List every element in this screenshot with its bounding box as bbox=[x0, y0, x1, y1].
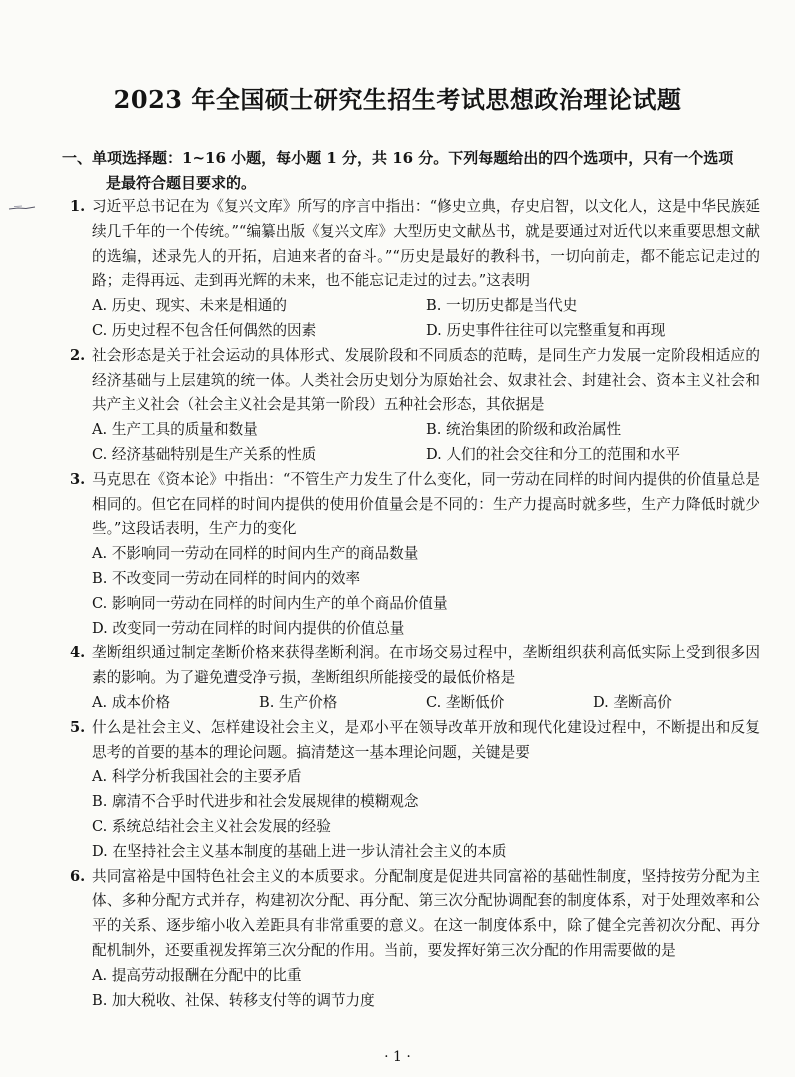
margin-pen-mark bbox=[8, 205, 36, 211]
option-c: C. 影响同一劳动在同样的时间内生产的单个商品价值量 bbox=[92, 594, 448, 612]
option-b: B. 统治集团的阶级和政治属性 bbox=[426, 421, 622, 439]
options bbox=[70, 765, 760, 864]
option-a: A. 不影响同一劳动在同样的时间内生产的商品数量 bbox=[92, 545, 419, 563]
exam-title: 2023 年全国硕士研究生招生考试思想政治理论试题 bbox=[113, 85, 682, 114]
question-2 bbox=[70, 344, 760, 468]
option-a: A. 成本价格 bbox=[92, 693, 171, 711]
option-b: B. 加大税收、社保、转移支付等的调节力度 bbox=[92, 991, 375, 1009]
option-b: B. 不改变同一劳动在同样的时间内的效率 bbox=[92, 569, 361, 587]
options bbox=[70, 542, 760, 641]
question-stem: 习近平总书记在为《复兴文库》所写的序言中指出：“修史立典，存史启智，以文化人，这是中华民族延续几千年的一个传统。”“编纂出版《复兴文库》大型历史文献丛书，就是要通过对近代以来重要思想文献的选编，述录先人的开拓，启迪来者的奋斗。”“历史是最好的教科书，一切向前走，都不能忘记走过的路；走得再远、走到再光辉的未来，也不能忘记走过的过去。”这表明 bbox=[92, 198, 760, 290]
question-5 bbox=[70, 716, 760, 865]
question-1 bbox=[70, 195, 760, 344]
option-c: C. 历史过程不包含任何偶然的因素 bbox=[92, 321, 317, 339]
section-heading-line1: 一、单项选择题：1~16 小题，每小题 1 分，共 16 分。下列每题给出的四个选项中，只有一个选项 bbox=[62, 149, 734, 167]
option-d: D. 历史事件往往可以完整重复和再现 bbox=[426, 321, 666, 339]
option-b: B. 生产价格 bbox=[259, 693, 338, 711]
options bbox=[70, 691, 760, 716]
option-c: C. 系统总结社会主义社会发展的经验 bbox=[92, 817, 331, 835]
option-d: D. 改变同一劳动在同样的时间内提供的价值总量 bbox=[92, 619, 405, 637]
question-number: 2. bbox=[70, 346, 86, 364]
page-number: · 1 · bbox=[384, 1049, 411, 1065]
option-b: B. 一切历史都是当代史 bbox=[426, 297, 578, 315]
question-number: 5. bbox=[70, 718, 86, 736]
question-number: 1. bbox=[70, 198, 86, 215]
question-number: 3. bbox=[70, 470, 86, 488]
option-a: A. 科学分析我国社会的主要矛盾 bbox=[92, 768, 302, 786]
option-a: A. 提高劳动报酬在分配中的比重 bbox=[92, 966, 302, 984]
option-b: B. 廓清不合乎时代进步和社会发展规律的模糊观念 bbox=[92, 793, 419, 811]
question-stem: 马克思在《资本论》中指出：“不管生产力发生了什么变化，同一劳动在同样的时间内提供的价值量总是相同的。但它在同样的时间内提供的使用价值量会是不同的：生产力提高时就多些，生产力降低时就少些。”这段话表明，生产力的变化 bbox=[92, 470, 760, 538]
question-3 bbox=[70, 468, 760, 642]
question-stem: 社会形态是关于社会运动的具体形式、发展阶段和不同质态的范畴，是同生产力发展一定阶段相适应的经济基础与上层建筑的统一体。人类社会历史划分为原始社会、奴隶社会、封建社会、资本主义社会和共产主义社会（社会主义社会是其第一阶段）五种社会形态，其依据是 bbox=[92, 346, 760, 414]
question-6 bbox=[70, 865, 760, 1014]
section-heading bbox=[62, 146, 762, 196]
options bbox=[70, 294, 760, 344]
option-d: D. 在坚持社会主义基本制度的基础上进一步认清社会主义的本质 bbox=[92, 842, 507, 860]
option-a: A. 生产工具的质量和数量 bbox=[92, 421, 258, 439]
section-heading-line2: 是最符合题目要求的。 bbox=[106, 174, 257, 192]
option-d: D. 垄断高价 bbox=[593, 693, 672, 711]
option-c: C. 垄断低价 bbox=[426, 693, 505, 711]
option-c: C. 经济基础特别是生产关系的性质 bbox=[92, 445, 317, 463]
question-number: 6. bbox=[70, 867, 86, 885]
option-a: A. 历史、现实、未来是相通的 bbox=[92, 297, 287, 315]
question-list bbox=[70, 195, 760, 1013]
question-stem: 什么是社会主义、怎样建设社会主义，是邓小平在领导改革开放和现代化建设过程中，不断提出和反复思考的首要的基本的理论问题。搞清楚这一基本理论问题，关键是要 bbox=[92, 718, 760, 761]
question-stem: 共同富裕是中国特色社会主义的本质要求。分配制度是促进共同富裕的基础性制度，坚持按劳分配为主体、多种分配方式并存，构建初次分配、再分配、第三次分配协调配套的制度体系，对于处理效率和公平的关系、逐步缩小收入差距具有非常重要的意义。在这一制度体系中，除了健全完善初次分配、再分配机制外，还要重视发挥第三次分配的作用。当前，要发挥好第三次分配的作用需要做的是 bbox=[92, 867, 760, 959]
option-d: D. 人们的社会交往和分工的范围和水平 bbox=[426, 445, 680, 463]
options bbox=[70, 418, 760, 468]
options bbox=[70, 964, 760, 1014]
question-number: 4. bbox=[70, 644, 86, 662]
question-stem: 垄断组织通过制定垄断价格来获得垄断利润。在市场交易过程中，垄断组织获利高低实际上受到很多因素的影响。为了避免遭受净亏损，垄断组织所能接受的最低价格是 bbox=[92, 644, 760, 687]
question-4 bbox=[70, 641, 760, 715]
